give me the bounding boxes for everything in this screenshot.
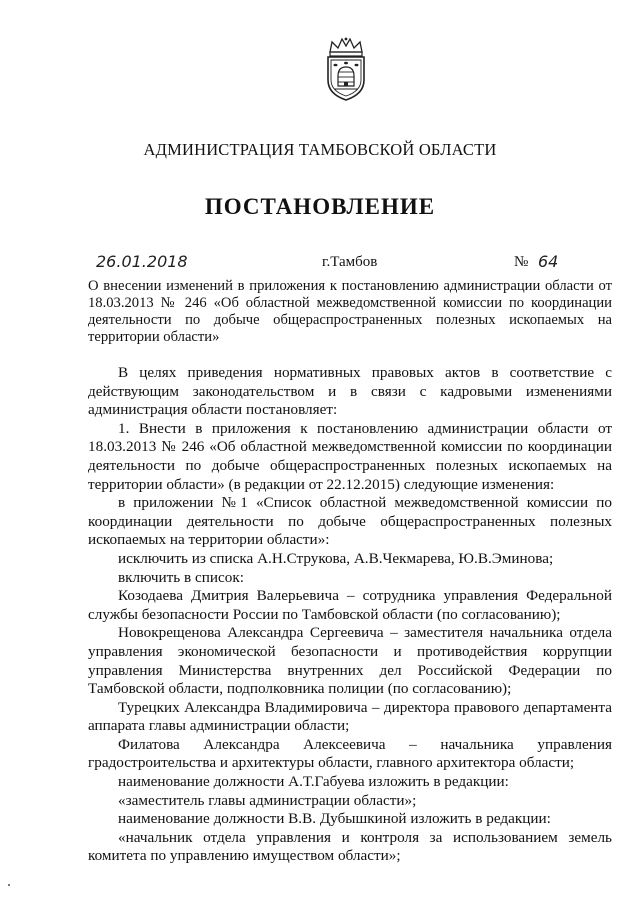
paragraph: «заместитель главы администрации области»; (118, 791, 417, 809)
organization-name: АДМИНИСТРАЦИЯ ТАМБОВСКОЙ ОБЛАСТИ (143, 140, 497, 159)
paragraph: Козодаева Дмитрия Валерьевича – сотрудника управления Федеральной службы безопасности России по Тамбовской области (по согласованию); (88, 587, 612, 623)
paragraph: исключить из списка А.Н.Струкова, А.В.Чекмарева, Ю.В.Эминова; (118, 549, 554, 567)
paragraph: Турецких Александра Владимировича – директора правового департамента аппарата главы администрации области; (88, 698, 612, 735)
paragraph: наименование должности А.Т.Габуева изложить в редакции: (118, 773, 509, 791)
paragraph: 1. Внести в приложения к постановлению администрации области от 18.03.2013 № 246 «Об областной межведомственной комиссии по координации деятельности по добыче общераспространенных полезных ископаемых на территории области» (в редакции от 22.12.2015) следующие изменения: (88, 419, 612, 493)
paragraph: Филатова Александра Алексеевича – начальника управления градостроительства и архитектуры области, главного архитектора области; (88, 735, 612, 772)
paragraph: В целях приведения нормативных правовых актов в соответствие с действующим законодательством и в связи с кадровыми изменениями администрация области постановляет: (88, 364, 612, 419)
paragraph: Новокрещенова Александра Сергеевича – заместителя начальника отдела управления экономической безопасности и противодействия коррупции управления Министерства внутренних дел Российской Федерации по Тамбовской области, подполковника полиции (по согласованию); (88, 624, 612, 698)
document-type: ПОСТАНОВЛЕНИЕ (204, 194, 436, 219)
paragraph: в приложении №1 «Список областной межведомственной комиссии по координации деятельности по добыче общераспространенных полезных ископаемых на территории области»: (88, 494, 612, 549)
document-number: 64 (538, 252, 559, 271)
document-meta (0, 254, 640, 278)
scan-mark (8, 884, 10, 886)
document-subject: О внесении изменений в приложения к постановлению администрации области от 18.03.2013 № 246 «Об областной межведомственной комиссии по координации деятельности по добыче общераспространенных полезных ископаемых на территории области» (88, 278, 612, 345)
paragraph: включить в список: (118, 568, 244, 586)
coat-of-arms-icon (320, 36, 372, 102)
paragraph: наименование должности В.В. Дубышкиной изложить в редакции: (118, 810, 551, 828)
paragraph: «начальник отдела управления и контроля за использованием земель комитета по управлению имуществом области»; (88, 828, 612, 865)
document-number-sign: № (514, 254, 529, 270)
document-body (88, 364, 612, 866)
document-date: 26.01.2018 (96, 252, 188, 271)
document-city: г.Тамбов (322, 254, 378, 270)
